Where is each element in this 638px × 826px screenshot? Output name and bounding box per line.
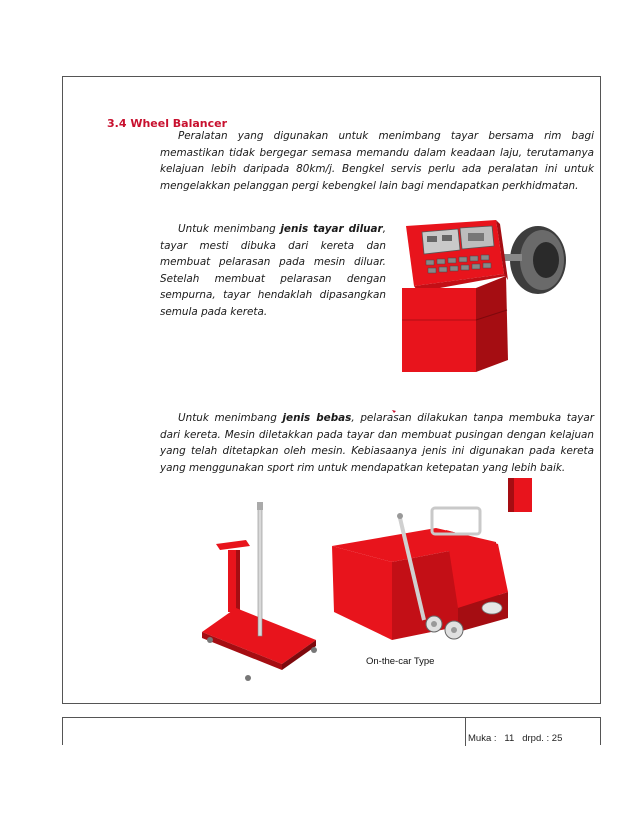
on-car-paragraph: [160, 410, 594, 476]
off-car-term: jenis tayar diluar: [280, 223, 383, 235]
off-car-text-start: Untuk menimbang: [178, 223, 281, 235]
off-car-text-end: , tayar mesti dibuka dari kereta dan membuat pelarasan pada mesin diluar. Setelah membuat pelarasan dengan sempurna, tayar hendaklah dipasangkan semula pada kereta.: [160, 223, 386, 318]
off-car-paragraph: [160, 221, 386, 321]
footer-divider: [465, 718, 466, 746]
jack-stand: [202, 502, 317, 681]
page-number: Muka : 11 drpd. : 25: [468, 733, 563, 744]
on-car-unit: [332, 508, 508, 640]
on-car-text-start: Untuk menimbang: [178, 412, 283, 424]
intro-paragraph: Peralatan yang digunakan untuk menimbang tayar bersama rim bagi memastikan tidak bergegar semasa memandu dalam keadaan laju, terutamanya kelajuan lebih daripada 80km/j. Bengkel servis perlu ada peralatan ini untuk mengelakkan pelanggan pergi kebengkel lain bagi mendapatkan perkhidmatan.: [160, 130, 594, 192]
off-car-balancer-illustration: [396, 214, 576, 384]
pedestal-front: [402, 288, 476, 372]
on-car-balancer-illustration: [196, 500, 516, 688]
on-car-text-end: , pelarasan dilakukan tanpa membuka tayar dari kereta. Mesin diletakkan pada tayar dan membuat pusingan dengan kelajuan yang telah ditetapkan oleh mesin. Kebiasaanya jenis ini digunakan pada kereta yang menggunakan sport rim untuk mendapatkan ketepatan yang lebih baik.: [160, 412, 594, 474]
on-car-term: jenis bebas: [282, 412, 352, 424]
section-heading: 3.4 Wheel Balancer: [107, 117, 228, 130]
on-car-caption: On-the-car Type: [366, 656, 435, 667]
pedestal-side: [476, 276, 508, 372]
